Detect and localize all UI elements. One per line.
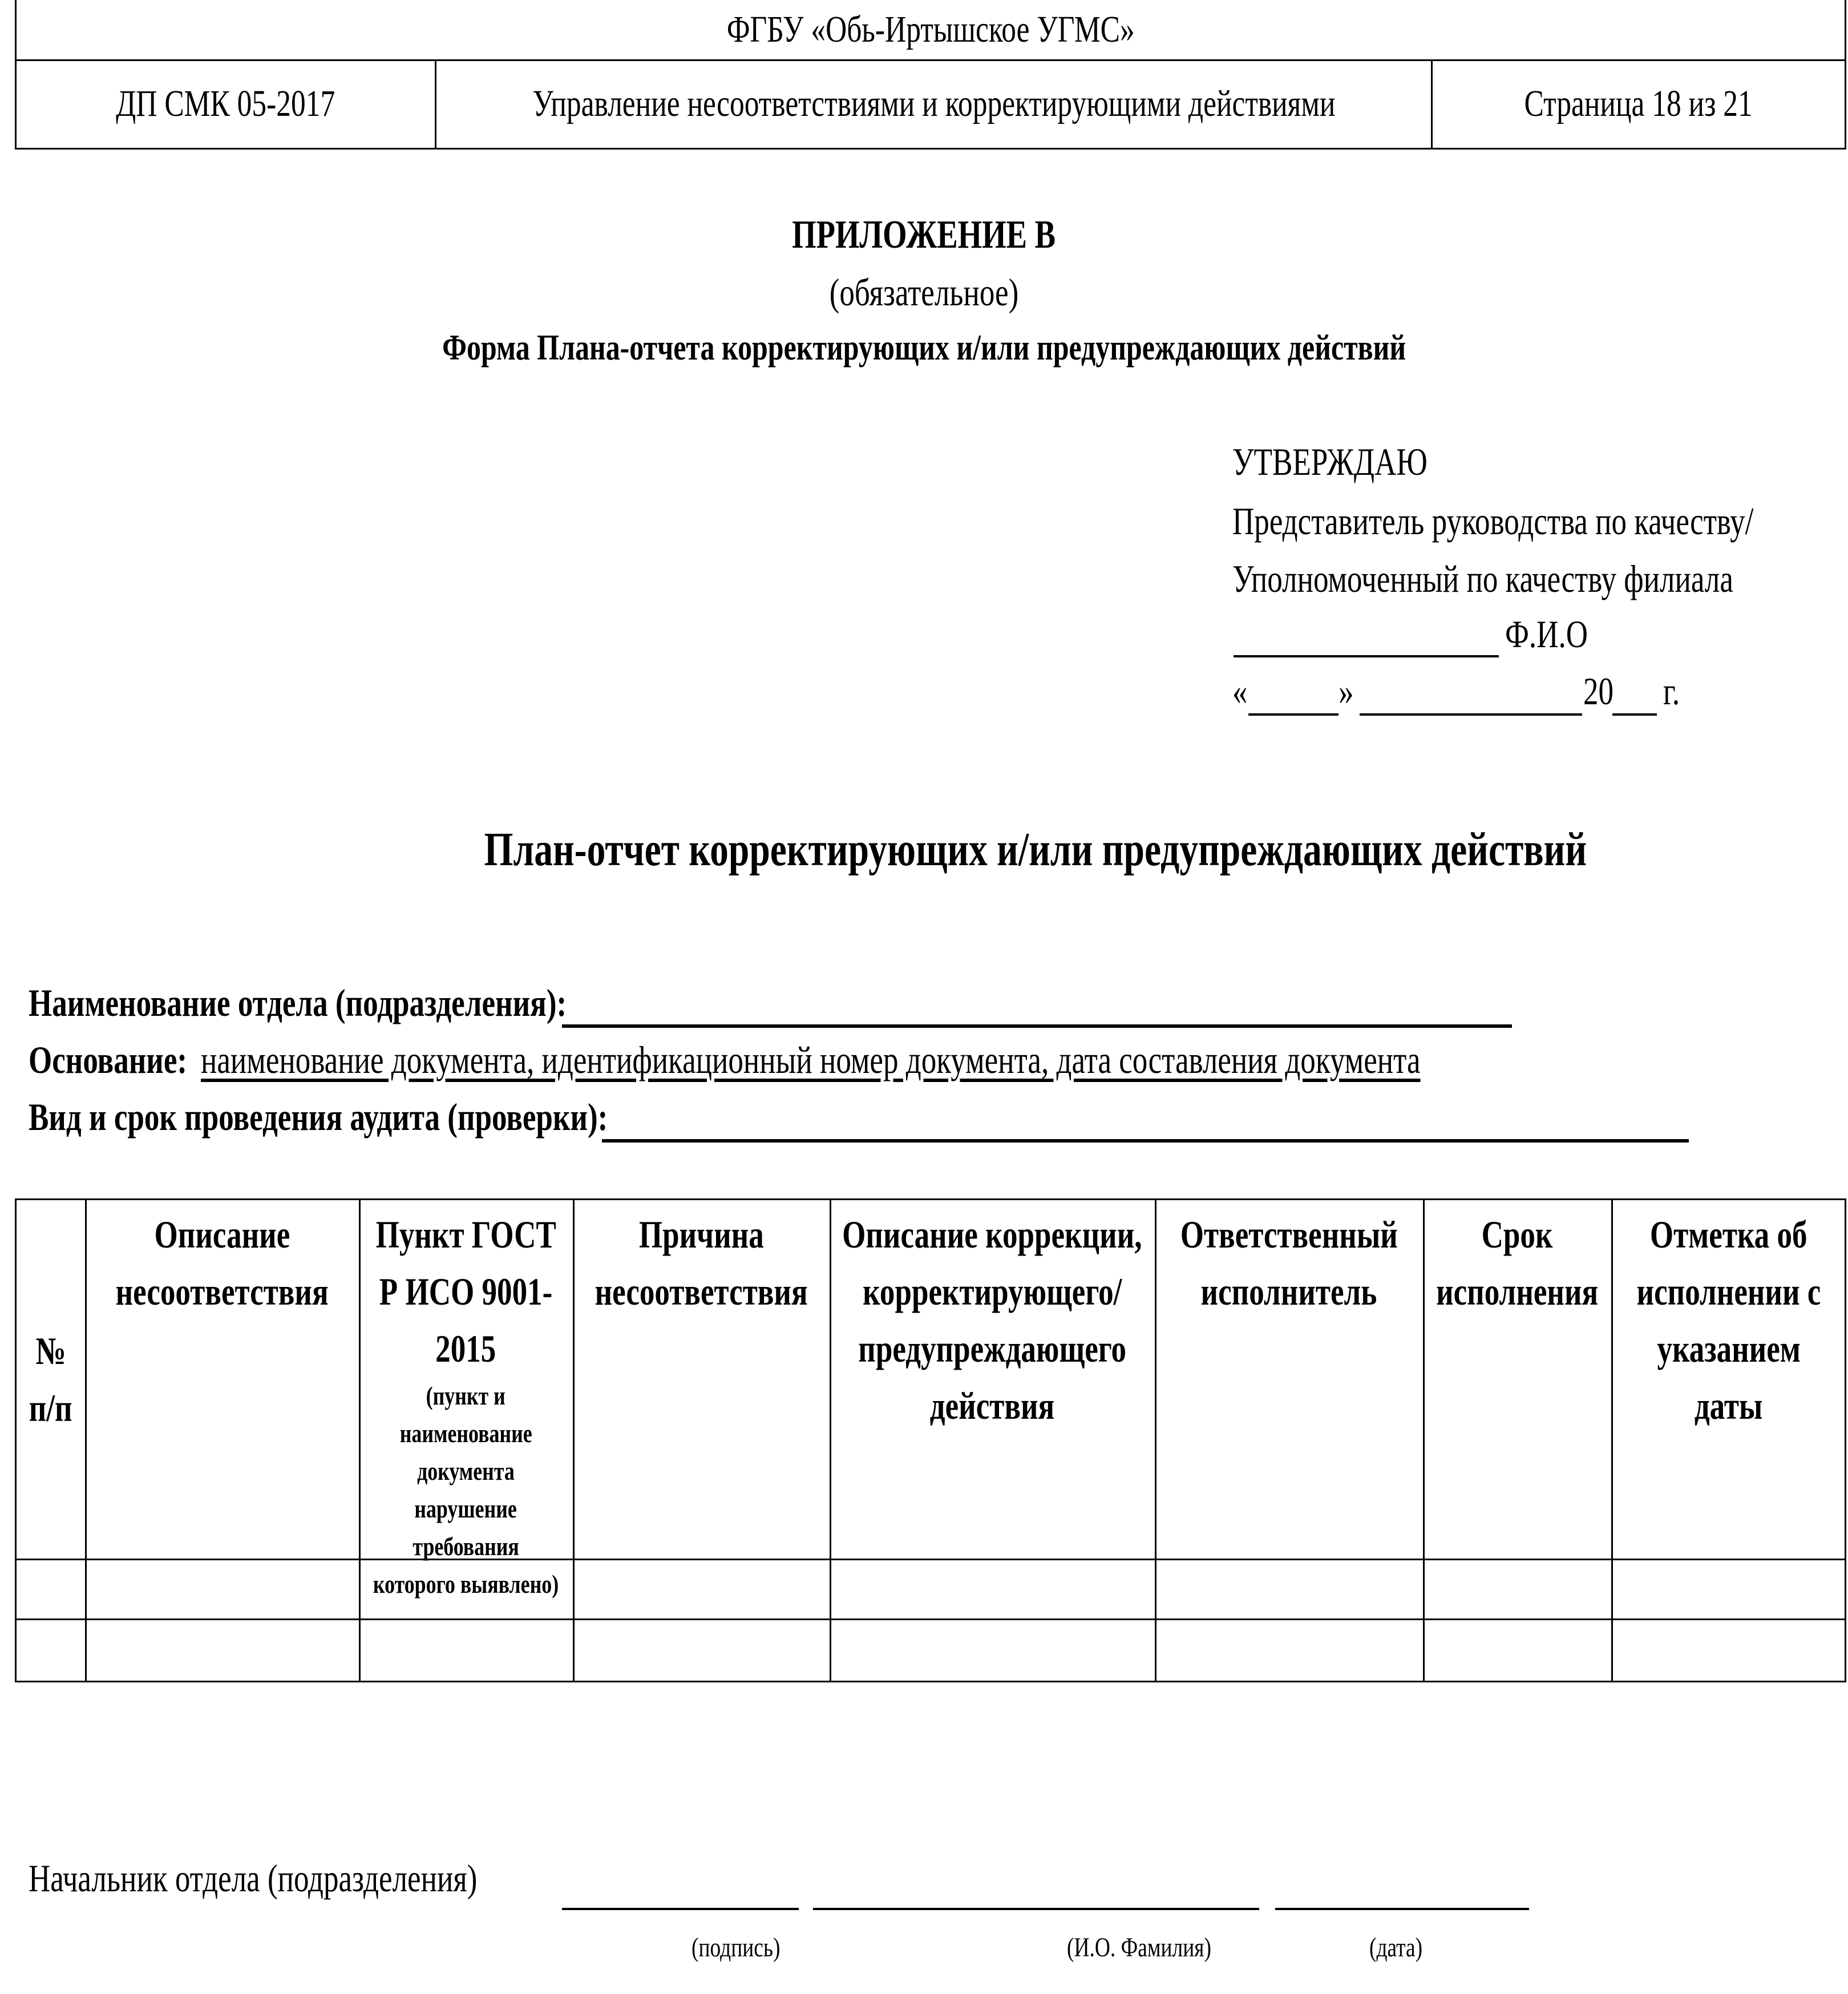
department-line — [29, 980, 718, 1026]
audit-label: Вид и срок проведения аудита (проверки): — [29, 1095, 608, 1139]
main-title: План-отчет корректирующих и/или предупреждающих действий — [484, 823, 1587, 876]
department-label: Наименование отдела (подразделения): — [29, 981, 567, 1024]
audit-blank — [602, 1139, 1689, 1143]
doc-title: Управление несоответствиями и корректирующими действиями — [436, 59, 1433, 148]
appendix-status: (обязательное) — [829, 271, 1019, 314]
approval-year-suffix: г. — [1663, 669, 1680, 713]
approval-signature-line — [1234, 655, 1499, 657]
col-header-gost-clause: Пункт ГОСТ Р ИСО 9001- 2015 (пункт и наименование документа нарушение требования которого выявлено) — [373, 1213, 559, 1599]
document-header — [15, 0, 1846, 150]
approval-line-1: Представитель руководства по качеству/ — [1232, 499, 1754, 543]
approval-date-open: « — [1232, 669, 1248, 713]
page-number: Страница 18 из 21 — [1524, 82, 1753, 124]
col-header-responsible: Ответственный исполнитель — [1180, 1213, 1398, 1313]
approval-fio: Ф.И.О — [1505, 612, 1588, 656]
audit-line — [29, 1095, 771, 1140]
basis-label: Основание: — [29, 1038, 188, 1081]
col-header-correction: Описание коррекции, корректирующего/ предупреждающего действия — [842, 1213, 1142, 1427]
col-header-number: № п/п — [29, 1329, 72, 1430]
col-header-cause: Причина несоответствия — [595, 1213, 808, 1313]
doc-code: ДП СМК 05-2017 — [17, 59, 436, 148]
approval-year: 20 — [1583, 669, 1614, 713]
actions-table — [15, 1198, 1846, 1682]
approval-month-line — [1360, 713, 1582, 716]
department-blank — [562, 1024, 1512, 1028]
appendix-title: ПРИЛОЖЕНИЕ В — [792, 213, 1056, 257]
col-header-deadline: Срок исполнения — [1435, 1213, 1599, 1313]
approval-heading: УТВЕРЖДАЮ — [1232, 440, 1428, 483]
caption-date: (дата) — [1369, 1932, 1423, 1963]
col-header-completion-mark: Отметка об исполнении с указанием даты — [1636, 1213, 1821, 1427]
caption-name: (И.О. Фамилия) — [1067, 1932, 1211, 1963]
name-line — [813, 1908, 1259, 1910]
signature-label: Начальник отдела (подразделения) — [29, 1856, 478, 1900]
approval-day-line — [1248, 713, 1339, 716]
approval-year-line — [1612, 713, 1657, 716]
basis-value: наименование документа, идентификационный номер документа, дата составления документа — [201, 1038, 1421, 1081]
signature-line — [562, 1908, 799, 1910]
col-header-description: Описание несоответствия — [115, 1213, 329, 1313]
organization-name: ФГБУ «Обь-Иртышское УГМС» — [17, 0, 1845, 61]
date-line — [1275, 1908, 1529, 1910]
approval-line-2: Уполномоченный по качеству филиала — [1232, 557, 1733, 600]
form-title: Форма Плана-отчета корректирующих и/или предупреждающих действий — [442, 327, 1406, 368]
approval-date-close: » — [1339, 669, 1354, 713]
caption-signature: (подпись) — [692, 1932, 781, 1963]
